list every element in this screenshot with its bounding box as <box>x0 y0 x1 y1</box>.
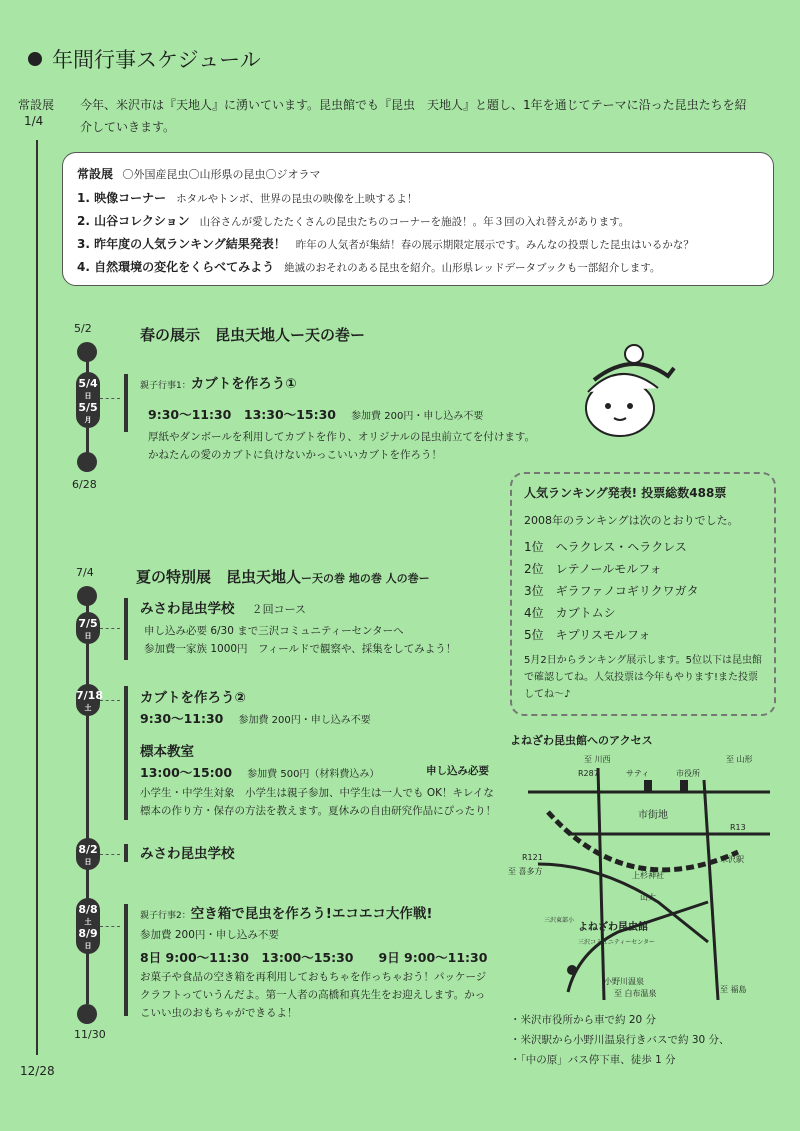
rank-number: 2位 <box>524 562 544 576</box>
event-bar <box>124 598 128 660</box>
spring-desc-1: 厚紙やダンボールを利用してカブトを作り、オリジナルの昆虫前立てを付けます。 <box>148 431 536 443</box>
event-misawa-school-1 <box>140 597 306 619</box>
event-specimen-desc-1: 小学生・中学生対象 小学生は親子参加、中学生は一人でも OK！キレイな <box>140 787 494 799</box>
permanent-item <box>77 235 694 252</box>
connector <box>100 398 120 399</box>
event-kabuto-2-time <box>140 708 371 730</box>
rank-name: レテノールモルフォ <box>555 562 662 576</box>
rank-number: 3位 <box>524 584 544 598</box>
access-title: よねざわ昆虫館へのアクセス <box>510 734 653 747</box>
map-label-yamagata: 至 山形 <box>726 755 753 764</box>
rank-name: キプリスモルフォ <box>555 628 651 642</box>
map-label-r287: R287 <box>578 769 599 778</box>
map-label-satty: サティ <box>626 769 650 778</box>
rank-name: カブトムシ <box>555 606 616 620</box>
pill-date: 8/9 <box>78 927 98 940</box>
ranking-item <box>524 582 699 599</box>
intro-text: 今年、米沢市は『天地人』に湧いています。昆虫館でも『昆虫 天地人』と題し、1年を通じてテーマに沿った昆虫たちを紹介していきます。 <box>80 98 747 134</box>
summer-title-sub: ー天の巻 地の巻 人の巻ー <box>301 572 430 585</box>
event-name: カブトを作ろう① <box>190 376 297 392</box>
event-label: 親子行事1： <box>140 381 191 391</box>
ranking-subtitle: 2008年のランキングは次のとおりでした。 <box>524 514 739 527</box>
pill-date: 8/2 <box>78 843 98 856</box>
event-name: 空き箱で昆虫を作ろう!エコエコ大作戦! <box>190 906 433 922</box>
pill-date: 5/4 <box>78 377 98 390</box>
event-misawa-line-2: 参加費一家族 1000円 フィールドで観察や、採集をしてみよう！ <box>144 643 457 655</box>
spring-start-date: 5/2 <box>74 322 92 335</box>
permanent-exhibit-box <box>62 152 774 286</box>
permanent-item <box>77 212 629 229</box>
permanent-item <box>77 189 417 206</box>
access-map <box>508 752 770 1000</box>
date-pill-8-8-9: 8/8 土 8/9 日 <box>76 898 100 954</box>
spring-title: 春の展示 昆虫天地人ー天の巻ー <box>140 326 366 344</box>
page-title-text: 年間行事スケジュール <box>52 48 261 72</box>
map-label-uesugi: 上杉神社 <box>632 871 664 880</box>
rank-number: 4位 <box>524 606 544 620</box>
summer-title <box>136 566 430 587</box>
map-label-r121: R121 <box>522 853 543 862</box>
pill-date: 7/5 <box>78 617 98 630</box>
access-note: ・米沢駅から小野川温泉行きバスで約 30 分、 <box>510 1034 730 1046</box>
spring-date-pill: 5/4 日 5/5 月 <box>76 372 100 428</box>
permanent-item-desc: ホタルやトンボ、世界の昆虫の映像を上映するよ！ <box>176 193 418 205</box>
pill-date: 8/8 <box>78 903 98 916</box>
map-label-onogawa: 小野川温泉 <box>604 977 644 986</box>
date-pill-7-5: 7/5 日 <box>76 612 100 644</box>
timeline-line <box>36 140 38 1055</box>
event-kabuto-2-title: カブトを作ろう② <box>140 690 246 706</box>
event-bar <box>124 374 128 432</box>
summer-start-node <box>77 586 97 606</box>
event-specimen-desc-2: 標本の作り方・保存の方法を教えます。夏休みの自由研究作品にぴったり！ <box>140 805 497 817</box>
ranking-note: 5月2日からランキング展示します。5位以下は昆虫館で確認してね。人気投票は今年もやります!また投票してね～♪ <box>524 655 762 700</box>
permanent-item-desc: 山谷さんが愛したたくさんの昆虫たちのコーナーを施設！。年３回の入れ替えがあります。 <box>199 216 630 228</box>
connector <box>100 926 120 927</box>
map-label-school: 三沢東部小 <box>544 917 575 924</box>
spring-desc-2: かねたんの愛のカブトに負けないかっこいいカブトを作ろう！ <box>148 449 442 461</box>
permanent-item <box>77 258 660 275</box>
map-label-museum: よねざわ昆虫館 <box>578 922 648 933</box>
map-label-kawanishi: 至 川西 <box>584 755 611 764</box>
event-name: みさわ昆虫学校 <box>140 601 235 617</box>
event-misawa-school-2: みさわ昆虫学校 <box>140 846 235 862</box>
pill-date: 7/18 <box>76 689 103 702</box>
permanent-item-title: 1. 映像コーナー <box>77 191 167 205</box>
spring-event-title <box>140 372 297 395</box>
ranking-title: 人気ランキング発表! 投票総数488票 <box>524 486 727 500</box>
event-apply: 申し込み必要 <box>426 765 489 777</box>
access-note: ・「中の原」バス停下車、徒歩 1 分 <box>510 1054 676 1066</box>
permanent-item-desc: 昨年の人気者が集結！春の展示期限定展示です。みんなの投票した昆虫はいるかな？ <box>295 239 694 251</box>
event-fee: 参加費 200円・申し込み不要 <box>238 715 371 726</box>
rank-name: ギラファノコギリクワガタ <box>555 584 699 598</box>
timeline-start-date: 1/4 <box>24 114 44 128</box>
permanent-label: 常設展 <box>77 167 114 181</box>
map-label-city-hall: 市役所 <box>676 769 700 778</box>
summer-start-date: 7/4 <box>76 566 94 579</box>
map-label-kitakata: 至 喜多方 <box>508 867 543 876</box>
mascot-illustration <box>572 340 682 450</box>
connector <box>100 700 120 701</box>
rank-number: 5位 <box>524 628 544 642</box>
permanent-item-title: 4. 自然環境の変化をくらべてみよう <box>77 260 275 274</box>
event-misawa-line-1: 申し込み必要 6/30 まで三沢コミュニティーセンターへ <box>144 625 404 637</box>
timeline-end-date: 12/28 <box>20 1064 55 1078</box>
summer-end-date: 11/30 <box>74 1028 106 1041</box>
event-label: 親子行事2： <box>140 911 191 921</box>
bullet-icon <box>28 52 42 66</box>
permanent-header <box>77 165 321 182</box>
ranking-item <box>524 604 616 621</box>
event-course: ２回コース <box>251 603 307 616</box>
connector <box>100 854 120 855</box>
event-ecoeco-fee: 参加費 200円・申し込み不要 <box>140 929 279 941</box>
event-fee: 参加費 500円（材料費込み） <box>247 769 380 780</box>
spring-end-date: 6/28 <box>72 478 97 491</box>
event-ecoeco-title <box>140 902 433 925</box>
event-time: 9:30～11:30 <box>140 711 224 726</box>
ranking-box <box>510 472 776 716</box>
event-fee: 参加費 200円・申し込み不要 <box>351 411 484 422</box>
permanent-item-desc: 絶滅のおそれのある昆虫を紹介。山形県レッドデータブックも一部紹介します。 <box>284 262 661 274</box>
ranking-item <box>524 560 662 577</box>
pill-date: 5/5 <box>78 401 98 414</box>
timeline-start-label: 常設展 <box>18 98 55 112</box>
map-label-yamadai: 山大 <box>640 893 656 902</box>
rank-number: 1位 <box>524 540 544 554</box>
summer-title-main: 夏の特別展 昆虫天地人 <box>136 568 302 586</box>
map-label-shirabu: 至 白布温泉 <box>614 989 657 998</box>
map-label-downtown: 市街地 <box>638 810 668 821</box>
event-time: 13:00～15:00 <box>140 765 233 780</box>
spring-end-node <box>77 452 97 472</box>
summer-end-node <box>77 1004 97 1024</box>
date-pill-8-2: 8/2 日 <box>76 838 100 870</box>
map-label-fukushima: 至 福島 <box>720 985 747 994</box>
spring-start-node <box>77 342 97 362</box>
permanent-item-title: 2. 山谷コレクション <box>77 214 190 228</box>
event-ecoeco-desc-3: こいい虫のおもちゃができるよ！ <box>140 1007 298 1019</box>
map-label-station: 米沢駅 <box>720 855 744 864</box>
date-pill-7-18: 7/18 土 <box>76 684 100 716</box>
event-ecoeco-time: 8日 9:00～11:30 13:00～15:30 9日 9:00～11:30 <box>140 950 488 965</box>
event-ecoeco-desc-1: お菓子や食品の空き箱を再利用しておもちゃを作っちゃおう！パッケージ <box>140 971 487 983</box>
page-title <box>28 44 261 74</box>
ranking-item <box>524 538 687 555</box>
event-specimen-title: 標本教室 <box>140 744 194 760</box>
permanent-sub: 〇外国産昆虫〇山形県の昆虫〇ジオラマ <box>122 168 321 181</box>
ranking-item <box>524 626 650 643</box>
access-note: ・米沢市役所から車で約 20 分 <box>510 1014 657 1026</box>
connector <box>100 628 120 629</box>
event-time: 9:30～11:30 13:30～15:30 <box>148 407 336 422</box>
event-specimen-time <box>140 762 500 784</box>
event-bar <box>124 904 128 1016</box>
permanent-item-title: 3. 昨年度の人気ランキング結果発表！ <box>77 237 286 251</box>
event-ecoeco-desc-2: クラフトっていうんだよ。第一人者の高橋和真先生をお迎えします。かっ <box>140 989 486 1001</box>
map-label-center: 三沢コミュニティーセンター <box>578 939 656 946</box>
event-bar <box>124 844 128 862</box>
spring-event-time <box>148 404 483 426</box>
rank-name: ヘラクレス・ヘラクレス <box>555 540 687 554</box>
map-label-r13: R13 <box>730 823 746 832</box>
event-bar <box>124 686 128 820</box>
